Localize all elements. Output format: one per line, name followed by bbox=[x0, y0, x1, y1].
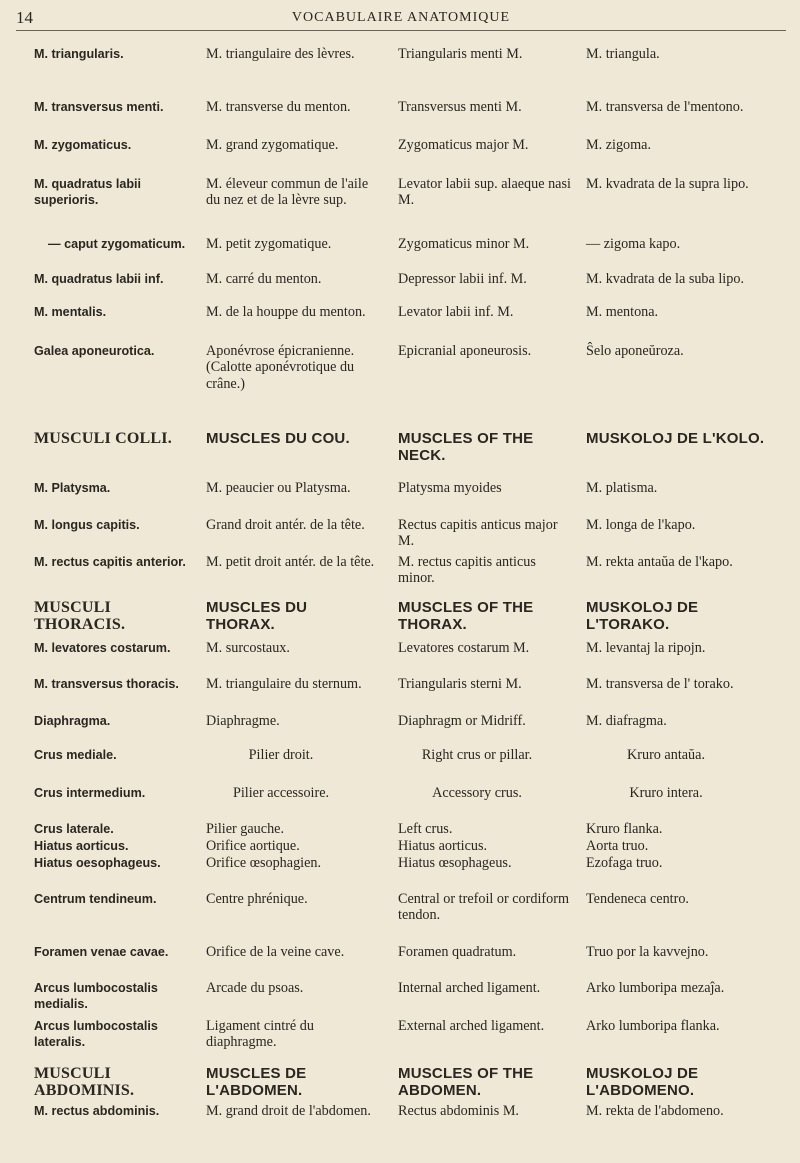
latin-term: Crus mediale. bbox=[34, 748, 117, 762]
esperanto-term: M. kvadrata de la supra lipo. bbox=[586, 176, 749, 192]
esperanto-term: M. transversa de l' torako. bbox=[586, 676, 734, 692]
latin-term: Crus intermedium. bbox=[34, 786, 146, 800]
running-title: VOCABULAIRE ANATOMIQUE bbox=[291, 10, 511, 25]
french-term: Pilier droit. bbox=[248, 747, 314, 763]
french-term: Aponévrose épicranienne. (Calotte aponévrotique du crâne.) bbox=[206, 343, 355, 392]
esperanto-term: M. longa de l'kapo. bbox=[586, 517, 696, 533]
english-term: Platysma myoides bbox=[398, 480, 502, 496]
page-header bbox=[16, 6, 786, 31]
french-term: Pilier gauche. bbox=[206, 821, 285, 837]
esperanto-term: Arko lumboripa mezaĵa. bbox=[586, 980, 725, 996]
french-term: Orifice aortique. bbox=[206, 838, 300, 854]
french-term: M. de la houppe du menton. bbox=[206, 304, 366, 320]
latin-term: MUSCULI ABDOMINIS. bbox=[34, 1065, 135, 1099]
esperanto-term: M. platisma. bbox=[586, 480, 658, 496]
latin-term: Crus laterale. bbox=[34, 822, 114, 836]
english-term: Triangularis sterni M. bbox=[398, 676, 522, 692]
latin-term: M. quadratus labii inf. bbox=[34, 272, 164, 286]
english-term: External arched ligament. bbox=[398, 1018, 545, 1034]
english-term: Left crus. bbox=[398, 821, 453, 837]
english-term: Hiatus œsophageus. bbox=[398, 855, 512, 871]
esperanto-term: Ezofaga truo. bbox=[586, 855, 663, 871]
latin-term: M. mentalis. bbox=[34, 305, 107, 319]
esperanto-term: M. rekta antaŭa de l'kapo. bbox=[586, 554, 733, 570]
latin-term: — caput zygomaticum. bbox=[48, 237, 186, 251]
english-term: Depressor labii inf. M. bbox=[398, 271, 527, 287]
latin-term: M. zygomaticus. bbox=[34, 138, 132, 152]
latin-term: M. rectus abdominis. bbox=[34, 1104, 160, 1118]
esperanto-term: M. zigoma. bbox=[586, 137, 652, 153]
esperanto-term: Kruro antaŭa. bbox=[627, 747, 705, 763]
french-term: M. peaucier ou Platysma. bbox=[206, 480, 351, 496]
english-term: Zygomaticus major M. bbox=[398, 137, 529, 153]
latin-term: M. triangularis. bbox=[34, 47, 124, 61]
french-term: M. triangulaire des lèvres. bbox=[206, 46, 355, 62]
latin-term: Arcus lumbocostalis medialis. bbox=[34, 981, 158, 1012]
esperanto-term: Arko lumboripa flanka. bbox=[586, 1018, 720, 1034]
latin-term: MUSCULI COLLI. bbox=[34, 430, 172, 447]
english-term: Levatores costarum M. bbox=[398, 640, 530, 656]
latin-term: M. longus capitis. bbox=[34, 518, 140, 532]
english-term: Zygomaticus minor M. bbox=[398, 236, 530, 252]
english-term: Rectus capitis anticus major M. bbox=[398, 517, 558, 550]
english-term: M. rectus capitis anticus minor. bbox=[398, 554, 536, 587]
english-term: MUSCLES OF THE THORAX. bbox=[398, 599, 534, 633]
esperanto-term: Ŝelo aponeŭroza. bbox=[586, 343, 684, 359]
english-term: Levator labii sup. alaeque nasi M. bbox=[398, 176, 571, 209]
french-term: Arcade du psoas. bbox=[206, 980, 304, 996]
vocabulary-table bbox=[0, 40, 800, 1160]
french-term: Pilier accessoire. bbox=[232, 785, 330, 801]
french-term: Centre phrénique. bbox=[206, 891, 308, 907]
latin-term: Foramen venae cavae. bbox=[34, 945, 169, 959]
french-term: M. transverse du menton. bbox=[206, 99, 351, 115]
esperanto-term: Aorta truo. bbox=[586, 838, 649, 854]
english-term: Epicranial aponeurosis. bbox=[398, 343, 532, 359]
esperanto-term: MUSKOLOJ DE L'KOLO. bbox=[586, 430, 765, 447]
french-term: M. carré du menton. bbox=[206, 271, 322, 287]
page-number: 14 bbox=[16, 8, 33, 27]
french-term: M. triangulaire du sternum. bbox=[206, 676, 362, 692]
english-term: Central or trefoil or cordiform tendon. bbox=[398, 891, 569, 924]
esperanto-term: M. transversa de l'mentono. bbox=[586, 99, 744, 115]
latin-term: M. rectus capitis anterior. bbox=[34, 555, 186, 569]
french-term: M. surcostaux. bbox=[206, 640, 290, 656]
english-term: Rectus abdominis M. bbox=[398, 1103, 519, 1119]
latin-term: M. levatores costarum. bbox=[34, 641, 171, 655]
english-term: Levator labii inf. M. bbox=[398, 304, 514, 320]
english-term: Right crus or pillar. bbox=[421, 747, 533, 763]
latin-term: M. transversus menti. bbox=[34, 100, 164, 114]
french-term: MUSCLES DU THORAX. bbox=[206, 599, 308, 633]
esperanto-term: M. kvadrata de la suba lipo. bbox=[586, 271, 744, 287]
latin-term: Hiatus oesophageus. bbox=[34, 856, 161, 870]
esperanto-term: M. mentona. bbox=[586, 304, 659, 320]
esperanto-term: M. diafragma. bbox=[586, 713, 667, 729]
latin-term: M. quadratus labii superioris. bbox=[34, 177, 142, 208]
english-term: Internal arched ligament. bbox=[398, 980, 541, 996]
esperanto-term: M. levantaj la ripojn. bbox=[586, 640, 706, 656]
french-term: M. petit zygomatique. bbox=[206, 236, 332, 252]
french-term: Ligament cintré du diaphragme. bbox=[206, 1018, 314, 1051]
english-term: MUSCLES OF THE ABDOMEN. bbox=[398, 1065, 534, 1099]
esperanto-term: M. rekta de l'abdomeno. bbox=[586, 1103, 724, 1119]
esperanto-term: — zigoma kapo. bbox=[586, 236, 681, 252]
french-term: Grand droit antér. de la tête. bbox=[206, 517, 365, 533]
english-term: Transversus menti M. bbox=[398, 99, 522, 115]
french-term: M. éleveur commun de l'aile du nez et de la lèvre sup. bbox=[206, 176, 369, 209]
esperanto-term: MUSKOLOJ DE L'TORAKO. bbox=[586, 599, 699, 633]
english-term: Diaphragm or Midriff. bbox=[398, 713, 526, 729]
english-term: Foramen quadratum. bbox=[398, 944, 517, 960]
french-term: M. grand droit de l'abdomen. bbox=[206, 1103, 371, 1119]
latin-term: M. transversus thoracis. bbox=[34, 677, 179, 691]
esperanto-term: Kruro flanka. bbox=[586, 821, 663, 837]
latin-term: Arcus lumbocostalis lateralis. bbox=[34, 1019, 158, 1050]
esperanto-term: MUSKOLOJ DE L'ABDOMENO. bbox=[586, 1065, 699, 1099]
english-term: Accessory crus. bbox=[432, 785, 522, 801]
french-term: MUSCLES DU COU. bbox=[206, 430, 350, 447]
french-term: Diaphragme. bbox=[206, 713, 280, 729]
french-term: MUSCLES DE L'ABDOMEN. bbox=[206, 1065, 307, 1099]
french-term: Orifice de la veine cave. bbox=[206, 944, 345, 960]
latin-term: M. Platysma. bbox=[34, 481, 111, 495]
french-term: M. grand zygomatique. bbox=[206, 137, 339, 153]
esperanto-term: Tendeneca centro. bbox=[586, 891, 689, 907]
esperanto-term: Truo por la kavvejno. bbox=[586, 944, 709, 960]
english-term: Hiatus aorticus. bbox=[398, 838, 488, 854]
esperanto-term: M. triangula. bbox=[586, 46, 660, 62]
latin-term: Galea aponeurotica. bbox=[34, 344, 155, 358]
english-term: MUSCLES OF THE NECK. bbox=[398, 430, 534, 464]
latin-term: Diaphragma. bbox=[34, 714, 111, 728]
french-term: M. petit droit antér. de la tête. bbox=[206, 554, 375, 570]
latin-term: MUSCULI THORACIS. bbox=[34, 599, 126, 633]
french-term: Orifice œsophagien. bbox=[206, 855, 322, 871]
latin-term: Hiatus aorticus. bbox=[34, 839, 129, 853]
latin-term: Centrum tendineum. bbox=[34, 892, 157, 906]
english-term: Triangularis menti M. bbox=[398, 46, 523, 62]
esperanto-term: Kruro intera. bbox=[629, 785, 703, 801]
